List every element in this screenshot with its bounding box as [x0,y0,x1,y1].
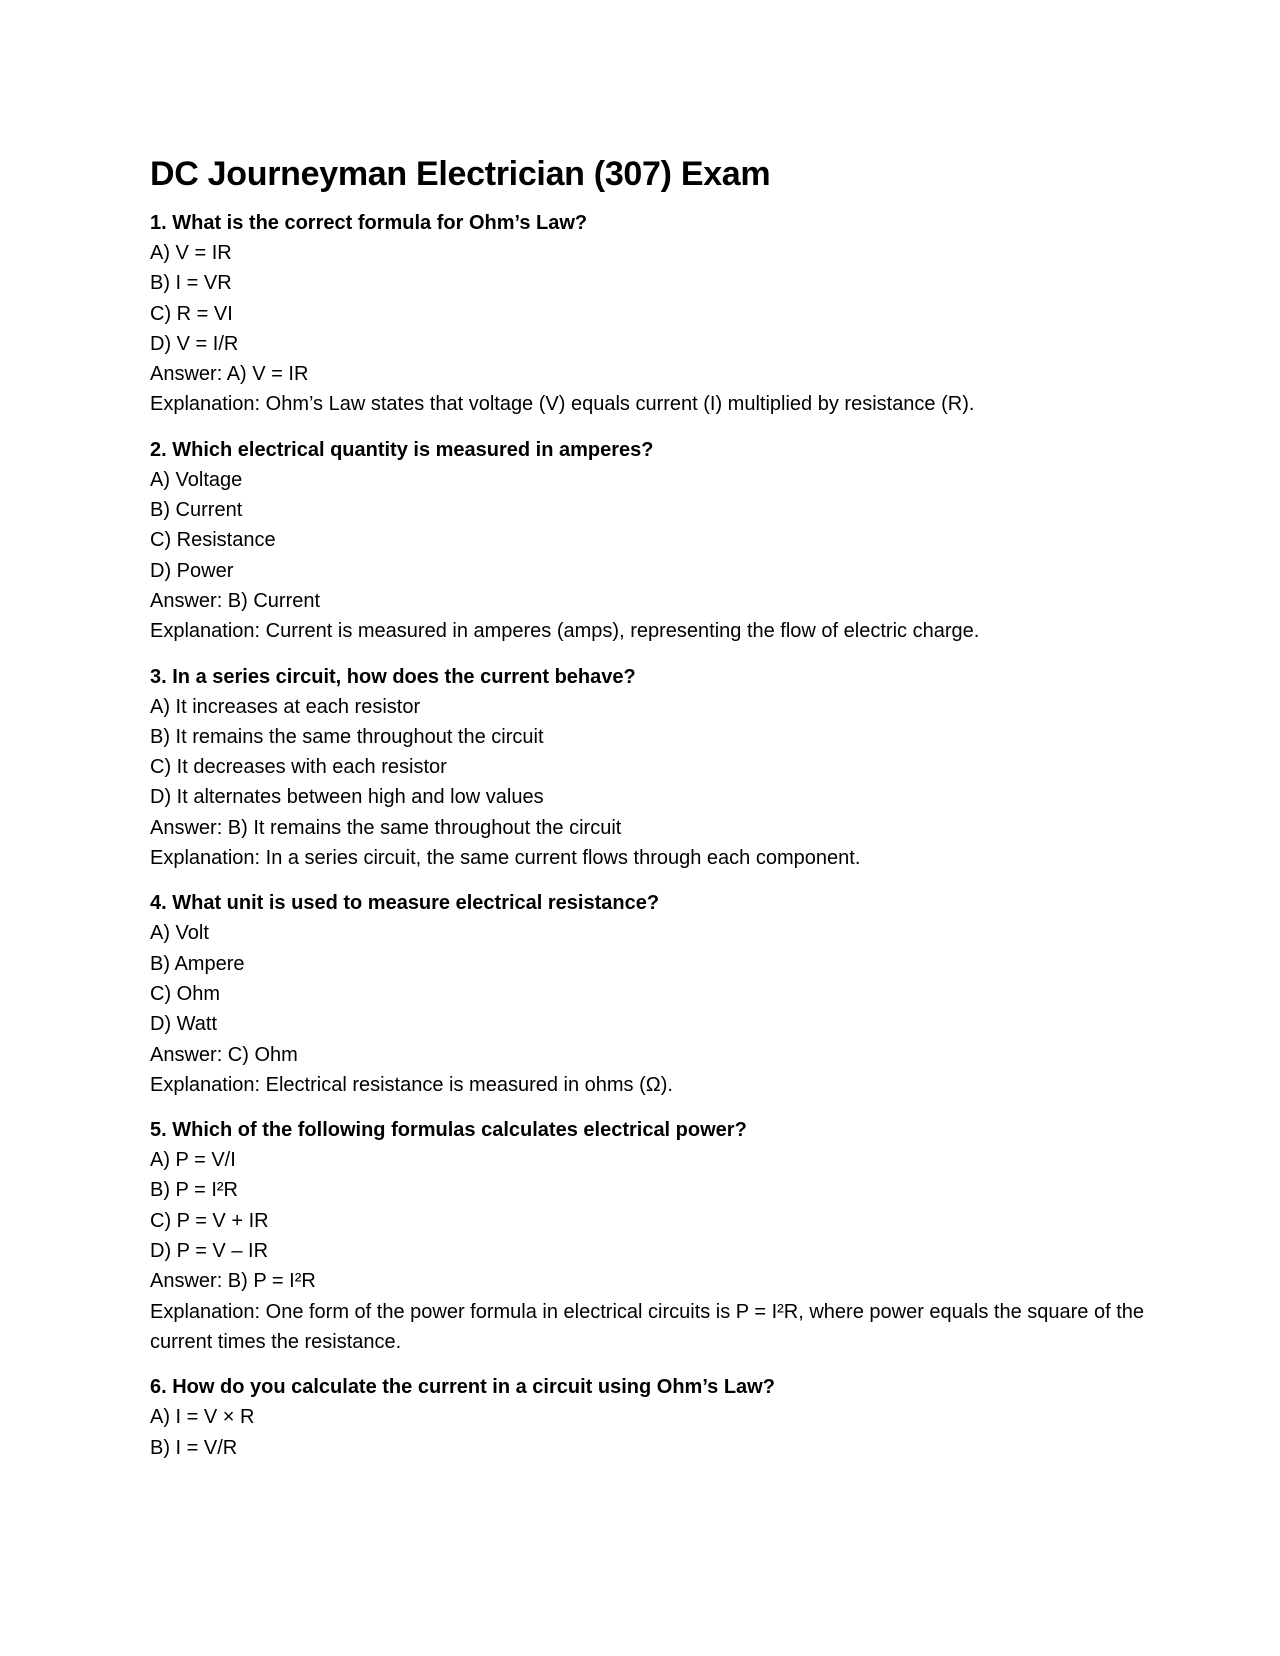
option-c: C) P = V + IR [150,1209,269,1232]
document-title: DC Journeyman Electrician (307) Exam [150,155,771,193]
option-d: D) Power [150,559,234,582]
explanation-text: Explanation: Electrical resistance is measured in ohms (Ω). [150,1073,673,1096]
answer-text: Answer: B) It remains the same throughout the circuit [150,816,622,839]
option-d: D) P = V – IR [150,1240,269,1263]
question-text: 6. How do you calculate the current in a circuit using Ohm’s Law? [150,1376,775,1399]
question-text: 2. Which electrical quantity is measured in amperes? [150,438,654,461]
explanation-text: Explanation: One form of the power formula in electrical circuits is P = I²R, where power equals the square of the current times the resistance. [150,1300,1145,1353]
option-a: A) It increases at each resistor [150,695,421,718]
question-text: 5. Which of the following formulas calculates electrical power? [150,1119,747,1142]
option-a: A) I = V × R [150,1406,255,1429]
option-a: A) V = IR [150,242,232,264]
option-b: B) Ampere [150,952,245,975]
document-page [150,152,1150,1478]
option-d: D) Watt [150,1013,218,1036]
option-b: B) Current [150,499,243,522]
explanation-text: Explanation: Current is measured in amperes (amps), representing the flow of electric charge. [150,620,980,643]
option-a: A) P = V/I [150,1149,236,1172]
question-text: 1. What is the correct formula for Ohm’s Law? [150,212,588,234]
option-d: D) V = I/R [150,332,239,355]
option-b: B) I = VR [150,272,232,295]
option-c: C) It decreases with each resistor [150,756,447,779]
question-text: 4. What unit is used to measure electrical resistance? [150,892,660,915]
explanation-text: Explanation: In a series circuit, the same current flows through each component. [150,847,861,870]
option-d: D) It alternates between high and low values [150,786,544,809]
option-a: A) Volt [150,922,209,945]
explanation-text: Explanation: Ohm’s Law states that voltage (V) equals current (I) multiplied by resistance (R). [150,393,975,416]
option-a: A) Voltage [150,468,243,491]
question-block [150,1115,1150,1357]
question-block [150,208,1150,420]
answer-text: Answer: B) Current [150,589,321,612]
option-b: B) It remains the same throughout the circuit [150,725,544,748]
option-c: C) R = VI [150,302,233,325]
answer-text: Answer: C) Ohm [150,1043,298,1066]
answer-text: Answer: A) V = IR [150,363,309,386]
question-block [150,662,1150,874]
question-block [150,888,1150,1100]
option-c: C) Ohm [150,982,220,1005]
option-b: B) P = I²R [150,1179,238,1202]
question-block [150,435,1150,647]
question-block [150,1372,1150,1463]
option-b: B) I = V/R [150,1436,238,1459]
option-c: C) Resistance [150,529,276,552]
answer-text: Answer: B) P = I²R [150,1270,316,1293]
question-text: 3. In a series circuit, how does the current behave? [150,665,636,688]
